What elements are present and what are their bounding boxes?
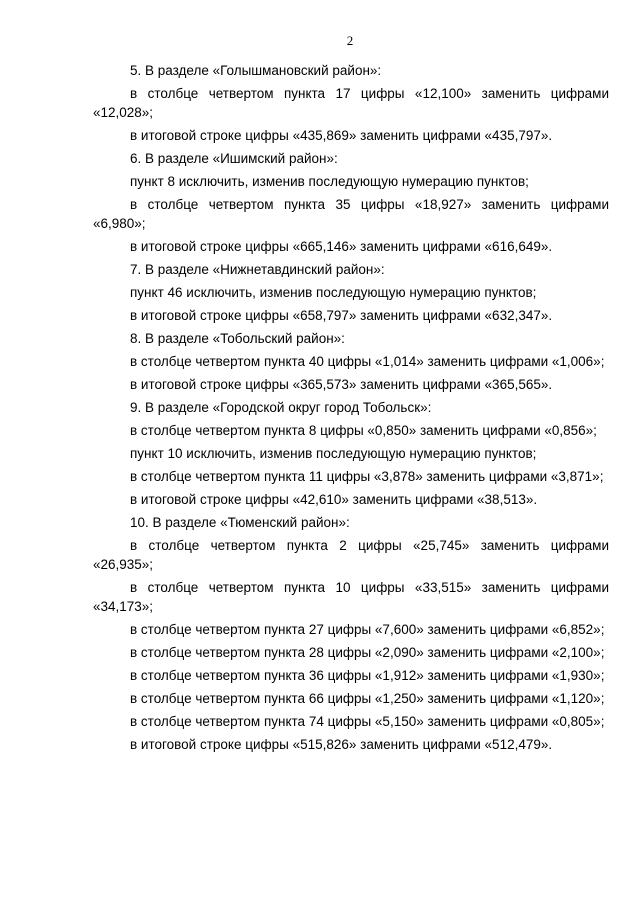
amendment-paragraph: в столбце четвертом пункта 10 цифры «33,515» заменить цифрами «34,173»; [93,580,609,614]
section-heading: 10. В разделе «Тюменский район»: [130,515,350,530]
amendment-paragraph: в итоговой строке цифры «515,826» заменить цифрами «512,479». [130,737,553,752]
amendment-paragraph: в итоговой строке цифры «435,869» заменить цифрами «435,797». [130,128,553,143]
section-heading: 6. В разделе «Ишимский район»: [130,151,338,166]
document-body [93,61,609,758]
amendment-paragraph: в столбце четвертом пункта 27 цифры «7,600» заменить цифрами «6,852»; [130,622,605,637]
amendment-paragraph: в итоговой строке цифры «658,797» заменить цифрами «632,347». [130,308,553,323]
amendment-paragraph: пункт 10 исключить, изменив последующую нумерацию пунктов; [130,446,537,461]
section-heading: 9. В разделе «Городской округ город Тобольск»: [130,400,432,415]
amendment-paragraph: в столбце четвертом пункта 35 цифры «18,927» заменить цифрами «6,980»; [93,197,609,231]
amendment-paragraph: в итоговой строке цифры «665,146» заменить цифрами «616,649». [130,239,553,254]
section-heading: 8. В разделе «Тобольский район»: [130,331,345,346]
amendment-paragraph: в столбце четвертом пункта 8 цифры «0,850» заменить цифрами «0,856»; [130,423,597,438]
amendment-paragraph: пункт 8 исключить, изменив последующую нумерацию пунктов; [130,174,529,189]
amendment-paragraph: в итоговой строке цифры «365,573» заменить цифрами «365,565». [130,377,553,392]
amendment-paragraph: в столбце четвертом пункта 2 цифры «25,745» заменить цифрами «26,935»; [93,538,609,572]
amendment-paragraph: в столбце четвертом пункта 74 цифры «5,150» заменить цифрами «0,805»; [130,714,605,729]
amendment-paragraph: в столбце четвертом пункта 11 цифры «3,878» заменить цифрами «3,871»; [130,469,604,484]
amendment-paragraph: в столбце четвертом пункта 40 цифры «1,014» заменить цифрами «1,006»; [130,354,605,369]
amendment-paragraph: в столбце четвертом пункта 28 цифры «2,090» заменить цифрами «2,100»; [130,645,605,660]
amendment-paragraph: в столбце четвертом пункта 17 цифры «12,100» заменить цифрами «12,028»; [93,86,609,120]
amendment-paragraph: в столбце четвертом пункта 36 цифры «1,912» заменить цифрами «1,930»; [130,668,605,683]
section-heading: 7. В разделе «Нижнетавдинский район»: [130,262,385,277]
amendment-paragraph: пункт 46 исключить, изменив последующую нумерацию пунктов; [130,285,537,300]
amendment-paragraph: в итоговой строке цифры «42,610» заменить цифрами «38,513». [130,492,538,507]
page-number: 2 [346,33,354,48]
amendment-paragraph: в столбце четвертом пункта 66 цифры «1,250» заменить цифрами «1,120»; [130,691,605,706]
section-heading: 5. В разделе «Голышмановский район»: [130,63,382,78]
